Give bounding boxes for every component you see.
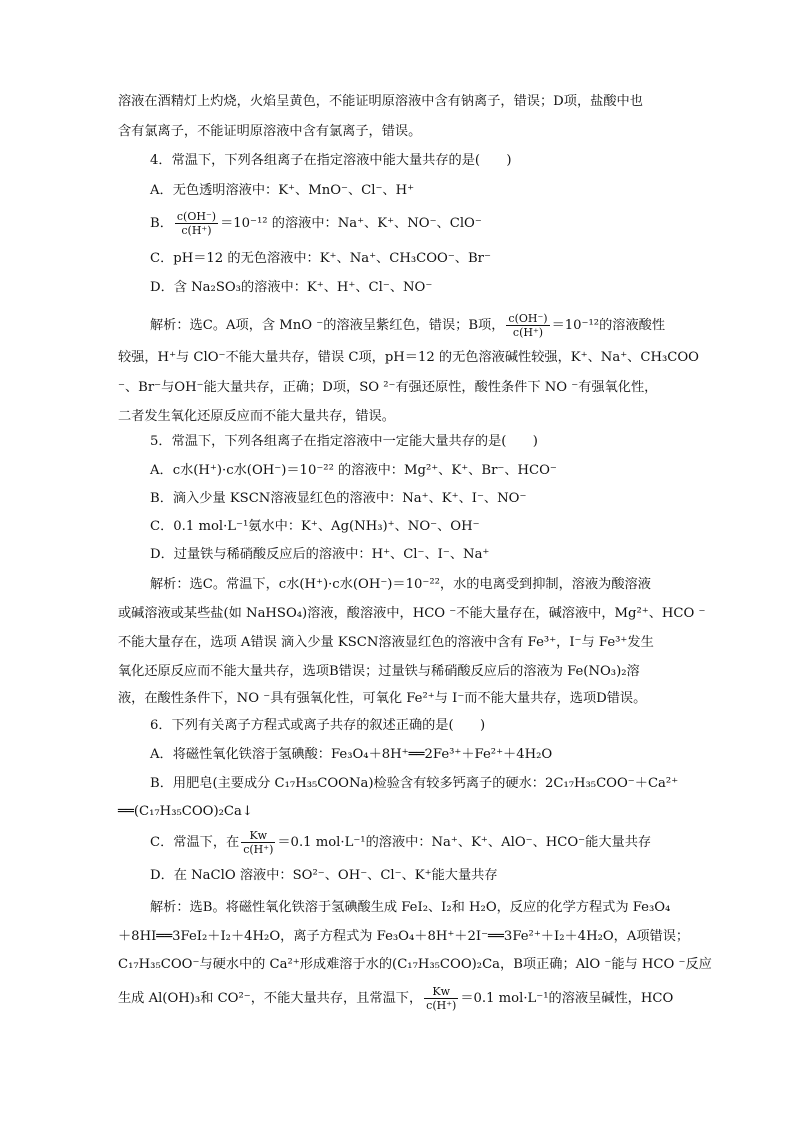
question-5-answer-line-5: 液，在酸性条件下，NO ⁻具有强氧化性，可氧化 Fe²⁺与 I⁻而不能大量共存，选项D错误。 (118, 691, 647, 706)
question-6-answer-line-2: ＋8HI══3FeI₂＋I₂＋4H₂O，离子方程式为 Fe₃O₄＋8H⁺＋2I⁻══3Fe²⁺＋I₂＋4H₂O，A项错误； (118, 929, 690, 944)
question-5-stem: 5．常温下，下列各组离子在指定溶液中一定能大量共存的是( ) (150, 434, 538, 449)
question-4-answer-line-4: 二者发生氧化还原反应而不能大量共存，错误。 (118, 409, 395, 424)
question-5-option-a: A．c水(H⁺)·c水(OH⁻)＝10⁻²² 的溶液中：Mg²⁺、K⁺、Br⁻、HCO⁻ (150, 463, 557, 478)
answer-text: ＝0.1 mol·L⁻¹的溶液呈碱性，HCO (460, 991, 674, 1006)
question-6-answer-line-3: C₁₇H₃₅COO⁻与硬水中的 Ca²⁺形成难溶于水的(C₁₇H₃₅COO)₂Ca，B项正确；AlO ⁻能与 HCO ⁻反应 (118, 957, 712, 972)
question-5-answer-line-3: 不能大量存在，选项 A错误 滴入少量 KSCN溶液显红色的溶液中含有 Fe³⁺，I⁻与 Fe³⁺发生 (118, 635, 654, 650)
intro-line-2: 含有氯离子，不能证明原溶液中含有氯离子，错误。 (118, 124, 422, 139)
question-5-option-c: C．0.1 mol·L⁻¹氨水中：K⁺、Ag(NH₃)⁺、NO⁻、OH⁻ (150, 519, 480, 534)
fraction-numerator: Kw (241, 829, 275, 843)
option-c-text: ＝0.1 mol·L⁻¹的溶液中：Na⁺、K⁺、AlO⁻、HCO⁻能大量共存 (277, 835, 652, 850)
question-6-option-c (150, 829, 676, 856)
intro-line-1: 溶液在酒精灯上灼烧，火焰呈黄色，不能证明原溶液中含有钠离子，错误；D项，盐酸中也 (118, 94, 643, 109)
fraction (175, 210, 218, 237)
option-c-label: C．常温下，在 (150, 835, 240, 850)
answer-text: 解析：选C。A项，含 MnO ⁻的溶液呈紫红色，错误；B项， (150, 318, 505, 333)
question-4-option-c: C．pH＝12 的无色溶液中：K⁺、Na⁺、CH₃COO⁻、Br⁻ (150, 251, 491, 266)
question-6-option-b-line-2: ══(C₁₇H₃₅COO)₂Ca↓ (118, 804, 253, 819)
question-5-option-b: B．滴入少量 KSCN溶液显红色的溶液中：Na⁺、K⁺、I⁻、NO⁻ (150, 491, 527, 506)
option-b-text: ＝10⁻¹² 的溶液中：Na⁺、K⁺、NO⁻、ClO⁻ (220, 216, 482, 231)
question-4-answer-line-2: 较强，H⁺与 ClO⁻不能大量共存，错误 C项，pH＝12 的无色溶液碱性较强，K⁺、Na⁺、CH₃COO (118, 350, 699, 365)
question-4-option-a: A．无色透明溶液中：K⁺、MnO⁻、Cl⁻、H⁺ (150, 183, 415, 198)
answer-text: ＝10⁻¹²的溶液酸性 (551, 318, 666, 333)
question-6-stem: 6．下列有关离子方程式或离子共存的叙述正确的是( ) (150, 718, 486, 733)
option-b-label: B． (150, 216, 173, 231)
question-6-option-a: A．将磁性氧化铁溶于氢碘酸：Fe₃O₄＋8H⁺══2Fe³⁺＋Fe²⁺＋4H₂O (150, 747, 553, 762)
fraction-numerator: c(OH⁻) (176, 210, 217, 223)
question-5-answer-line-2: 或碱溶液或某些盐(如 NaHSO₄)溶液，酸溶液中，HCO ⁻不能大量存在，碱溶液中，Mg²⁺、HCO ⁻ (118, 606, 706, 621)
question-4-answer-line-1 (150, 312, 676, 339)
question-6-option-b-line-1: B．用肥皂(主要成分 C₁₇H₃₅COONa)检验含有较多钙离子的硬水：2C₁₇H₃₅COO⁻＋Ca²⁺ (150, 776, 679, 791)
fraction-numerator: Kw (424, 985, 458, 999)
question-5-answer-line-1: 解析：选C。常温下，c水(H⁺)·c水(OH⁻)＝10⁻²²，水的电离受到抑制，溶液为酸溶液 (150, 577, 651, 592)
fraction (506, 312, 549, 339)
question-6-answer-line-1: 解析：选B。将磁性氧化铁溶于氢碘酸生成 FeI₂、I₂和 H₂O，反应的化学方程式为 Fe₃O₄ (150, 900, 671, 915)
fraction-denominator: c(H⁺) (426, 999, 457, 1012)
question-4-stem: 4．常温下，下列各组离子在指定溶液中能大量共存的是( ) (150, 153, 512, 168)
question-6-answer-line-4 (118, 985, 676, 1012)
fraction (241, 829, 275, 856)
question-5-option-d: D．过量铁与稀硝酸反应后的溶液中：H⁺、Cl⁻、I⁻、Na⁺ (150, 547, 490, 562)
fraction (424, 985, 458, 1012)
question-4-option-b (150, 210, 676, 237)
fraction-denominator: c(H⁺) (243, 843, 274, 856)
fraction-numerator: c(OH⁻) (508, 312, 548, 325)
question-6-option-d: D．在 NaClO 溶液中：SO²⁻、OH⁻、Cl⁻、K⁺能大量共存 (150, 868, 498, 883)
fraction-denominator: c(H⁺) (181, 224, 212, 237)
question-4-answer-line-3: ⁻、Br⁻与OH⁻能大量共存，正确；D项，SO ²⁻有强还原性，酸性条件下 NO ⁻有强氧化性， (118, 380, 658, 395)
question-5-answer-line-4: 氧化还原反应而不能大量共存，选项B错误；过量铁与稀硝酸反应后的溶液为 Fe(NO₃)₂溶 (118, 664, 640, 679)
fraction-denominator: c(H⁺) (512, 326, 544, 339)
question-4-option-d: D．含 Na₂SO₃的溶液中：K⁺、H⁺、Cl⁻、NO⁻ (150, 280, 433, 295)
answer-text: 生成 Al(OH)₃和 CO²⁻，不能大量共存，且常温下， (118, 991, 423, 1006)
